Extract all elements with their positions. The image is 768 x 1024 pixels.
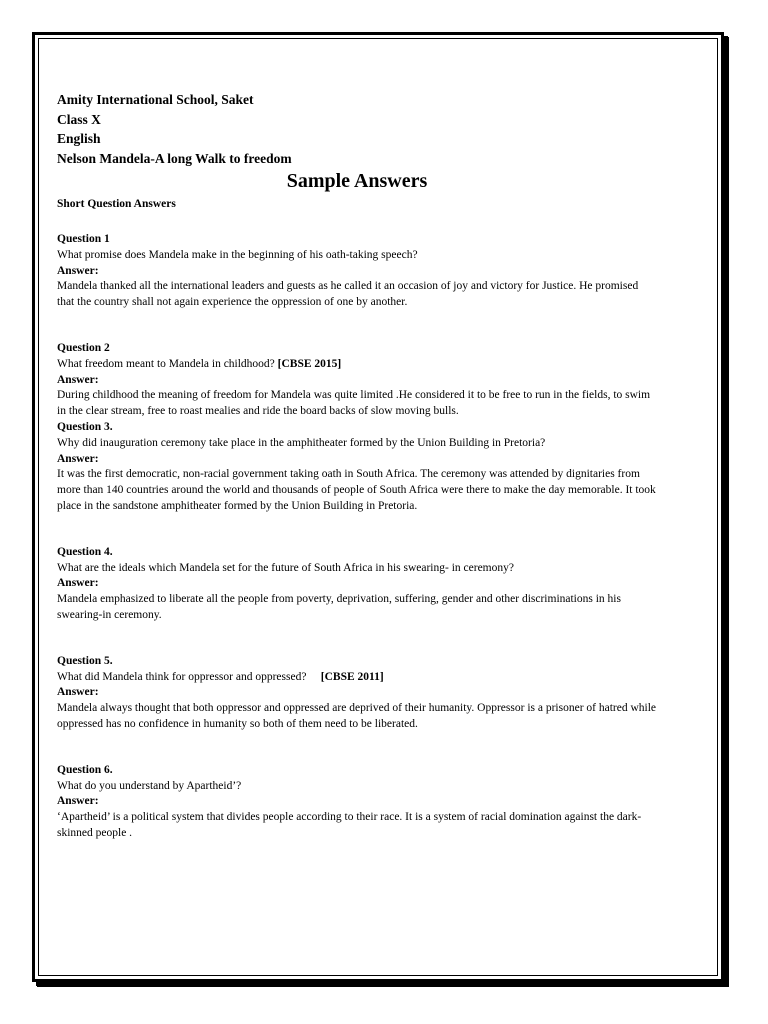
subject-name: English [57,131,101,146]
class-name: Class X [57,111,101,127]
question-text [57,561,657,577]
answer-text: It was the first democratic, non-racial government taking oath in South Africa. The ceremony was attended by dignitaries from more than 140 countries around the world and thousands of people of South Africa were there to make the day memorable. It took place in the sandstone amphitheater formed by the Union Building in Pretoria. [57,468,656,512]
question-text [57,248,657,264]
question-text-body: What are the ideals which Mandela set for the future of South Africa in his swearing- in ceremony? [57,561,514,574]
document-header [57,90,657,168]
answer-text: Mandela emphasized to liberate all the people from poverty, deprivation, suffering, gender and other discriminations in his swearing-in ceremony. [57,593,621,621]
answer-label: Answer: [57,264,99,277]
qa-block [57,763,657,842]
answer-label: Answer: [57,577,99,590]
page-title: Sample Answers [286,170,428,192]
question-label: Question 5. [57,654,113,667]
qa-block [57,420,657,515]
question-text-body: What did Mandela think for oppressor and oppressed? [57,670,321,683]
question-label: Question 6. [57,763,113,776]
question-text [57,670,657,686]
question-text-body: What do you understand by Apartheid’? [57,779,242,792]
answer-text: Mandela always thought that both oppressor and oppressed are deprived of their humanity. Oppressor is a prisoner of hatred while oppressed has no confidence in humanity so both of them need to be liberated. [57,702,657,730]
question-text [57,357,657,373]
question-label: Question 2 [57,341,110,354]
answer-text: Mandela thanked all the international leaders and guests as he called it an occasion of joy and victory for Justice. He promised that the country shall not again experience the oppression of one by another. [57,280,639,309]
qa-block [57,341,657,420]
question-text-body: Why did inauguration ceremony take place in the amphitheater formed by the Union Building in Pretoria? [57,436,546,449]
exam-tag: [CBSE 2011] [320,670,384,683]
qa-block [57,545,657,624]
chapter-name: Nelson Mandela-A long Walk to freedom [57,150,292,166]
question-text-body: What promise does Mandela make in the beginning of his oath-taking speech? [57,248,418,261]
document-body [57,60,657,842]
answer-label: Answer: [57,795,99,808]
answer-label: Answer: [57,373,99,386]
question-label: Question 3. [57,420,113,433]
question-text-body: What freedom meant to Mandela in childhood? [57,357,278,370]
question-text [57,779,657,795]
exam-tag: [CBSE 2015] [277,357,342,370]
qa-block [57,232,657,311]
answer-label: Answer: [57,686,99,699]
question-label: Question 1 [57,233,110,245]
question-label: Question 4. [57,545,113,558]
section-title: Short Question Answers [57,198,176,210]
answer-text: ‘Apartheid’ is a political system that divides people according to their race. It is a system of racial domination against the dark-skinned people . [57,811,642,839]
school-name: Amity International School, Saket [57,92,254,107]
qa-block [57,654,657,733]
answer-label: Answer: [57,452,99,465]
answer-text: During childhood the meaning of freedom for Mandela was quite limited .He considered it to be free to run in the fields, to swim in the clear stream, free to roast mealies and ride the board backs of slow moving bulls. [57,389,651,418]
question-text [57,436,657,452]
